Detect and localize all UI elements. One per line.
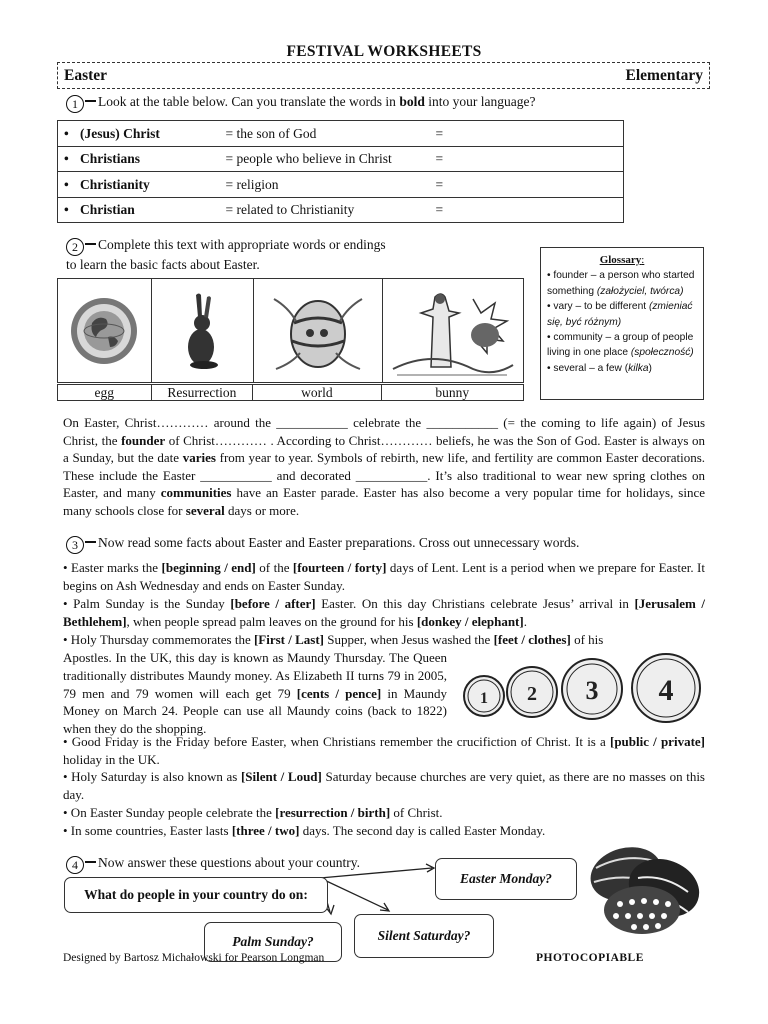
task3-instruction: 3 Now read some facts about Easter and Easter preparations. Cross out unnecessary words.	[66, 534, 579, 554]
glossary-entry: • several – a few (kilka)	[547, 362, 652, 374]
worksheet-title: FESTIVAL WORKSHEETS	[286, 43, 482, 60]
glossary-entry: • founder – a person who started something (założyciel, twórca)	[547, 270, 695, 297]
globe-picture	[58, 279, 152, 382]
glossary-box	[540, 247, 704, 400]
translation-cell[interactable]: =	[432, 121, 624, 147]
label-world: world	[253, 385, 381, 400]
task1-instruction: 1 Look at the table below. Can you translate the words in bold into your language?	[66, 93, 535, 113]
table-row: • (Jesus) Christ = the son of God =	[58, 121, 624, 147]
coin-1	[464, 676, 504, 716]
fact-holy-thursday: • Holy Thursday commemorates the [First / Last] Supper, when Jesus washed the [feet / clothes] of his	[63, 632, 604, 647]
easter-eggs-picture	[580, 838, 710, 938]
term: Christian	[80, 202, 135, 218]
fact-lent: • Easter marks the [beginning / end] of the [fourteen / forty] days of Lent. Lent is a period when we prepare for Easter. It begins on Ash Wednesday and ends on Easter Sunday.	[63, 560, 705, 593]
topic-label: Easter	[64, 67, 108, 84]
definition: = the son of God	[222, 121, 432, 147]
egg-picture	[254, 279, 383, 382]
coin-label: 4	[658, 674, 674, 707]
coin-3	[562, 659, 622, 719]
task-number-1: 1	[66, 95, 84, 113]
coin-label: 1	[480, 690, 488, 707]
term: Christianity	[80, 176, 150, 192]
task2-instruction: 2 Complete this text with appropriate words or endings	[66, 236, 386, 256]
option-palm-sunday: Palm Sunday?	[204, 922, 342, 962]
coin-4	[632, 654, 700, 722]
footer-photocopiable: PHOTOCOPIABLE	[536, 952, 644, 964]
task-number-3: 3	[66, 536, 84, 554]
task-number-2: 2	[66, 238, 84, 256]
question-prompt: What do people in your country do on:	[64, 877, 328, 913]
task-number-4: 4	[66, 856, 84, 874]
glossary-entry: • community – a group of people living in one place (społeczność)	[547, 332, 694, 359]
picture-strip	[57, 278, 524, 383]
label-bunny: bunny	[435, 385, 470, 400]
definition: = people who believe in Christ	[222, 146, 432, 172]
footer-credit: Designed by Bartosz Michałowski for Pearson Longman	[63, 952, 325, 964]
glossary-entry: • vary – to be different (zmieniać się, być różnym)	[547, 301, 693, 328]
bunny-picture	[152, 279, 254, 382]
term: Christians	[80, 151, 141, 167]
table-row: • Christians = people who believe in Christ =	[58, 146, 624, 172]
topic-level-bar	[57, 62, 710, 89]
resurrection-picture	[383, 279, 525, 382]
term: (Jesus) Christ	[80, 125, 160, 141]
label-resurrection: Resurrection	[152, 385, 254, 400]
task2-instruction-line2: to learn the basic facts about Easter.	[66, 257, 260, 272]
picture-labels	[57, 384, 524, 401]
table-row: • Christianity = religion =	[58, 172, 624, 198]
fact-palm-sunday: • Palm Sunday is the Sunday [before / after] Easter. On this day Christians celebrate Jesus’ arrival in [Jerusalem / Bethlehem], when people spread palm leaves on the ground for his [donkey / elephant].	[63, 596, 706, 629]
translation-cell[interactable]: =	[432, 197, 624, 223]
coin-label: 3	[585, 676, 599, 705]
coin-2	[507, 667, 557, 717]
translation-table	[57, 120, 624, 223]
label-egg: egg	[58, 385, 152, 400]
maundy-coins-image	[456, 652, 706, 724]
level-label: Elementary	[625, 67, 703, 84]
definition: = related to Christianity	[222, 197, 432, 223]
fact-easter-monday: • In some countries, Easter lasts [three / two] days. The second day is called Easter Monday.	[63, 823, 546, 838]
easter-gap-fill-text: On Easter, Christ………… around the ___________ celebrate the ___________ (= the coming to life again) of Jesus Christ, the founder of Christ………… . According to Christ………… beliefs, he was the Son of God. Easter is always on a Sunday, but the date varies from year to year. Symbols of rebirth, new life, and fertility are common Easter decorations. These include the Easter ___________ and decorated ___________. It’s also traditional to wear new spring clothes on Easter, and many communities have an Easter parade. Easter has also become a very popular time for holidays, since many schools close for several days or more.	[63, 415, 705, 518]
fact-easter-sunday: • On Easter Sunday people celebrate the [resurrection / birth] of Christ.	[63, 805, 443, 820]
fact-good-friday: • Good Friday is the Friday before Easter, when Christians remember the crucifiction of Christ. It is a [public / private] holiday in the UK.	[63, 734, 705, 767]
glossary-title: Glossary:	[599, 254, 645, 266]
table-row: • Christian = related to Christianity =	[58, 197, 624, 223]
coin-label: 2	[527, 683, 537, 705]
fact-maundy-money: Apostles. In the UK, this day is known as Maundy Thursday. The Queen traditionally distributes Maundy money. As Elizabeth II turns 79 in 2005, 79 men and 79 women will each get 79 [cents / pence] in Maundy Money on March 24. People can use all Maundy coins (back to 1822) when they do the shopping.	[63, 650, 447, 737]
definition: = religion	[222, 172, 432, 198]
translation-cell[interactable]: =	[432, 146, 624, 172]
option-easter-monday: Easter Monday?	[435, 858, 577, 900]
fact-holy-saturday: • Holy Saturday is also known as [Silent / Loud] Saturday because churches are very quiet, as there are no masses on this day.	[63, 769, 705, 802]
option-silent-saturday: Silent Saturday?	[354, 914, 494, 958]
task4-instruction: 4 Now answer these questions about your country.	[66, 854, 360, 874]
translation-cell[interactable]: =	[432, 172, 624, 198]
